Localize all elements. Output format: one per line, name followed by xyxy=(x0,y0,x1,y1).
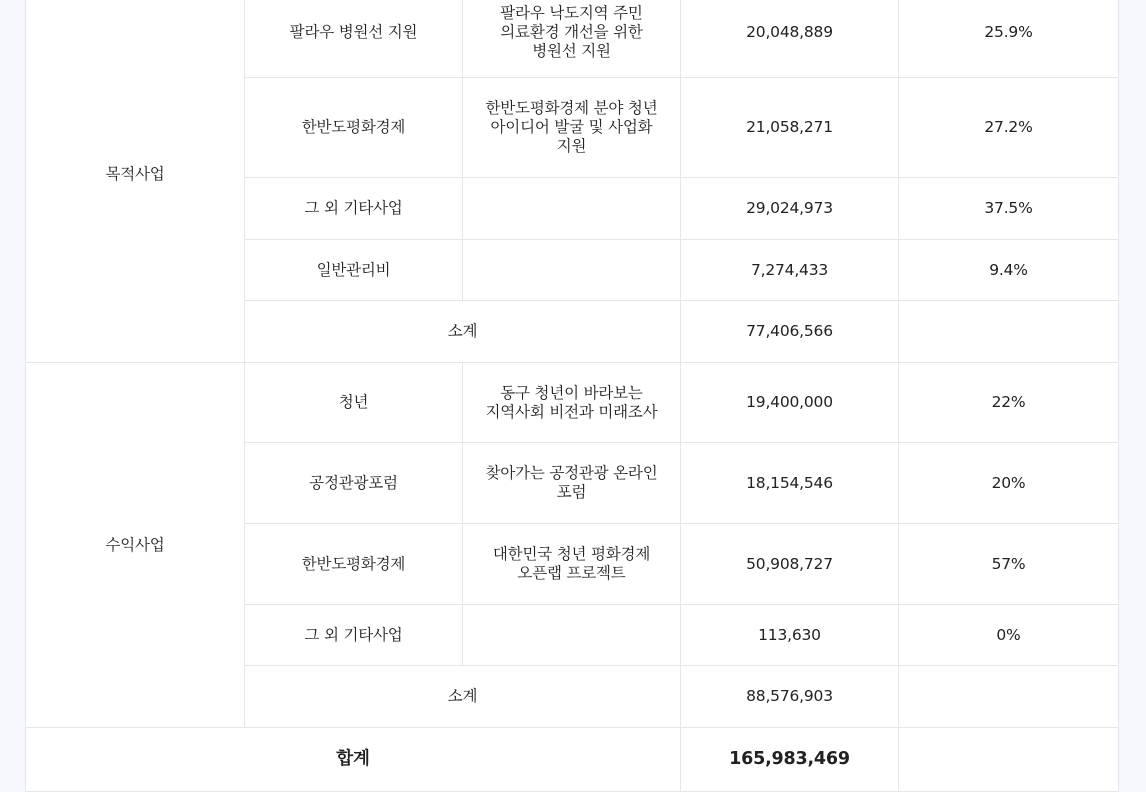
category-cell: 수익사업 xyxy=(26,363,245,728)
amount-cell: 18,154,546 xyxy=(681,443,899,524)
subtotal-label: 소계 xyxy=(245,301,681,363)
program-cell: 청년 xyxy=(245,363,463,443)
program-cell: 한반도평화경제 xyxy=(245,524,463,605)
program-cell: 그 외 기타사업 xyxy=(245,178,463,240)
amount-cell: 19,400,000 xyxy=(681,363,899,443)
detail-cell xyxy=(463,363,681,443)
subtotal-ratio xyxy=(899,666,1119,728)
detail-line: 동구 청년이 바라보는 xyxy=(500,383,643,402)
subtotal-amount: 77,406,566 xyxy=(681,301,899,363)
total-ratio xyxy=(899,728,1119,792)
detail-cell xyxy=(463,605,681,666)
detail-cell xyxy=(463,524,681,605)
detail-line: 팔라우 낙도지역 주민 xyxy=(500,3,643,22)
ratio-cell: 20% xyxy=(899,443,1119,524)
detail-cell xyxy=(463,0,681,78)
detail-cell xyxy=(463,443,681,524)
amount-cell: 29,024,973 xyxy=(681,178,899,240)
budget-table-container xyxy=(25,0,1118,792)
detail-cell xyxy=(463,178,681,240)
amount-cell: 7,274,433 xyxy=(681,240,899,301)
detail-line: 의료환경 개선을 위한 xyxy=(500,22,643,41)
ratio-cell: 22% xyxy=(899,363,1119,443)
subtotal-ratio xyxy=(899,301,1119,363)
table-row xyxy=(26,0,1119,78)
total-label: 합계 xyxy=(26,728,681,792)
total-row xyxy=(26,728,1119,792)
total-amount: 165,983,469 xyxy=(681,728,899,792)
amount-cell: 113,630 xyxy=(681,605,899,666)
subtotal-amount: 88,576,903 xyxy=(681,666,899,728)
amount-cell: 50,908,727 xyxy=(681,524,899,605)
ratio-cell: 37.5% xyxy=(899,178,1119,240)
subtotal-label: 소계 xyxy=(245,666,681,728)
detail-line: 지원 xyxy=(556,137,587,155)
program-cell: 일반관리비 xyxy=(245,240,463,301)
ratio-cell: 9.4% xyxy=(899,240,1119,301)
detail-line: 병원선 지원 xyxy=(532,41,611,60)
amount-cell: 21,058,271 xyxy=(681,78,899,178)
program-cell: 공정관광포럼 xyxy=(245,443,463,524)
program-cell: 한반도평화경제 xyxy=(245,78,463,178)
program-cell: 팔라우 병원선 지원 xyxy=(245,0,463,78)
detail-line: 오픈랩 프로젝트 xyxy=(517,564,626,582)
detail-line: 한반도평화경제 분야 청년 xyxy=(485,99,658,117)
detail-cell xyxy=(463,240,681,301)
category-cell: 목적사업 xyxy=(26,0,245,363)
detail-line: 찾아가는 공정관광 온라인 xyxy=(485,464,658,482)
detail-line: 아이디어 발굴 및 사업화 xyxy=(490,118,653,136)
ratio-cell: 25.9% xyxy=(899,0,1119,78)
table-row xyxy=(26,363,1119,443)
detail-line: 대한민국 청년 평화경제 xyxy=(492,545,651,563)
detail-cell xyxy=(463,78,681,178)
ratio-cell: 57% xyxy=(899,524,1119,605)
program-cell: 그 외 기타사업 xyxy=(245,605,463,666)
ratio-cell: 27.2% xyxy=(899,78,1119,178)
detail-line: 포럼 xyxy=(556,483,587,501)
amount-cell: 20,048,889 xyxy=(681,0,899,78)
ratio-cell: 0% xyxy=(899,605,1119,666)
detail-line: 지역사회 비전과 미래조사 xyxy=(485,402,658,421)
budget-table xyxy=(25,0,1119,792)
